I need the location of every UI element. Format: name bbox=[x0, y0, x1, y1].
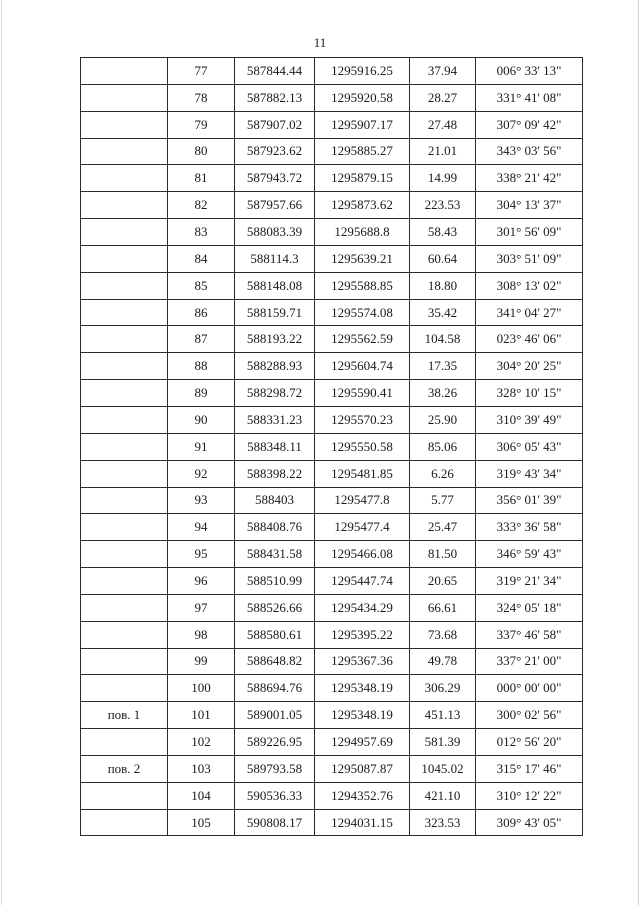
turn-label-cell: пов. 2 bbox=[81, 755, 168, 782]
table-row bbox=[81, 514, 583, 541]
length-cell: 35.42 bbox=[410, 299, 476, 326]
bearing-cell: 023° 46' 06" bbox=[476, 326, 583, 353]
length-cell: 81.50 bbox=[410, 541, 476, 568]
y-coordinate-cell: 1295434.29 bbox=[315, 594, 410, 621]
coordinates-table-body bbox=[81, 58, 583, 836]
x-coordinate-cell: 588348.11 bbox=[235, 433, 315, 460]
length-cell: 421.10 bbox=[410, 782, 476, 809]
point-number-cell: 96 bbox=[168, 568, 235, 595]
y-coordinate-cell: 1294957.69 bbox=[315, 729, 410, 756]
x-coordinate-cell: 588148.08 bbox=[235, 272, 315, 299]
turn-label-cell bbox=[81, 487, 168, 514]
x-coordinate-cell: 587923.62 bbox=[235, 138, 315, 165]
y-coordinate-cell: 1295348.19 bbox=[315, 702, 410, 729]
y-coordinate-cell: 1295550.58 bbox=[315, 433, 410, 460]
length-cell: 66.61 bbox=[410, 594, 476, 621]
point-number-cell: 83 bbox=[168, 219, 235, 246]
bearing-cell: 333° 36' 58" bbox=[476, 514, 583, 541]
y-coordinate-cell: 1295481.85 bbox=[315, 460, 410, 487]
length-cell: 49.78 bbox=[410, 648, 476, 675]
point-number-cell: 85 bbox=[168, 272, 235, 299]
point-number-cell: 97 bbox=[168, 594, 235, 621]
point-number-cell: 82 bbox=[168, 192, 235, 219]
table-row bbox=[81, 406, 583, 433]
length-cell: 17.35 bbox=[410, 353, 476, 380]
y-coordinate-cell: 1295562.59 bbox=[315, 326, 410, 353]
x-coordinate-cell: 588510.99 bbox=[235, 568, 315, 595]
y-coordinate-cell: 1295907.17 bbox=[315, 111, 410, 138]
x-coordinate-cell: 588298.72 bbox=[235, 380, 315, 407]
turn-label-cell bbox=[81, 460, 168, 487]
table-row bbox=[81, 433, 583, 460]
table-row bbox=[81, 326, 583, 353]
point-number-cell: 78 bbox=[168, 84, 235, 111]
length-cell: 323.53 bbox=[410, 809, 476, 836]
turn-label-cell bbox=[81, 782, 168, 809]
turn-label-cell bbox=[81, 353, 168, 380]
turn-label-cell bbox=[81, 245, 168, 272]
point-number-cell: 103 bbox=[168, 755, 235, 782]
y-coordinate-cell: 1294352.76 bbox=[315, 782, 410, 809]
bearing-cell: 012° 56' 20" bbox=[476, 729, 583, 756]
point-number-cell: 81 bbox=[168, 165, 235, 192]
point-number-cell: 87 bbox=[168, 326, 235, 353]
x-coordinate-cell: 588288.93 bbox=[235, 353, 315, 380]
turn-label-cell bbox=[81, 406, 168, 433]
turn-label-cell bbox=[81, 433, 168, 460]
table-row bbox=[81, 299, 583, 326]
point-number-cell: 89 bbox=[168, 380, 235, 407]
x-coordinate-cell: 587907.02 bbox=[235, 111, 315, 138]
y-coordinate-cell: 1295879.15 bbox=[315, 165, 410, 192]
y-coordinate-cell: 1295570.23 bbox=[315, 406, 410, 433]
x-coordinate-cell: 588403 bbox=[235, 487, 315, 514]
x-coordinate-cell: 588114.3 bbox=[235, 245, 315, 272]
turn-label-cell bbox=[81, 675, 168, 702]
point-number-cell: 90 bbox=[168, 406, 235, 433]
turn-label-cell bbox=[81, 568, 168, 595]
table-row bbox=[81, 353, 583, 380]
table-row bbox=[81, 487, 583, 514]
bearing-cell: 356° 01' 39" bbox=[476, 487, 583, 514]
x-coordinate-cell: 587882.13 bbox=[235, 84, 315, 111]
bearing-cell: 301° 56' 09" bbox=[476, 219, 583, 246]
bearing-cell: 319° 21' 34" bbox=[476, 568, 583, 595]
x-coordinate-cell: 589001.05 bbox=[235, 702, 315, 729]
bearing-cell: 304° 13' 37" bbox=[476, 192, 583, 219]
length-cell: 1045.02 bbox=[410, 755, 476, 782]
bearing-cell: 331° 41' 08" bbox=[476, 84, 583, 111]
y-coordinate-cell: 1295588.85 bbox=[315, 272, 410, 299]
turn-label-cell bbox=[81, 809, 168, 836]
table-row bbox=[81, 568, 583, 595]
point-number-cell: 91 bbox=[168, 433, 235, 460]
turn-label-cell bbox=[81, 621, 168, 648]
bearing-cell: 341° 04' 27" bbox=[476, 299, 583, 326]
x-coordinate-cell: 587957.66 bbox=[235, 192, 315, 219]
bearing-cell: 310° 12' 22" bbox=[476, 782, 583, 809]
point-number-cell: 79 bbox=[168, 111, 235, 138]
point-number-cell: 98 bbox=[168, 621, 235, 648]
turn-label-cell bbox=[81, 729, 168, 756]
table-row bbox=[81, 165, 583, 192]
length-cell: 25.47 bbox=[410, 514, 476, 541]
y-coordinate-cell: 1295348.19 bbox=[315, 675, 410, 702]
x-coordinate-cell: 588159.71 bbox=[235, 299, 315, 326]
x-coordinate-cell: 588408.76 bbox=[235, 514, 315, 541]
length-cell: 58.43 bbox=[410, 219, 476, 246]
bearing-cell: 309° 43' 05" bbox=[476, 809, 583, 836]
x-coordinate-cell: 588694.76 bbox=[235, 675, 315, 702]
point-number-cell: 102 bbox=[168, 729, 235, 756]
length-cell: 451.13 bbox=[410, 702, 476, 729]
point-number-cell: 100 bbox=[168, 675, 235, 702]
coordinates-table bbox=[80, 57, 583, 836]
length-cell: 223.53 bbox=[410, 192, 476, 219]
turn-label-cell bbox=[81, 299, 168, 326]
turn-label-cell bbox=[81, 111, 168, 138]
y-coordinate-cell: 1295916.25 bbox=[315, 58, 410, 85]
bearing-cell: 304° 20' 25" bbox=[476, 353, 583, 380]
point-number-cell: 94 bbox=[168, 514, 235, 541]
length-cell: 60.64 bbox=[410, 245, 476, 272]
turn-label-cell bbox=[81, 594, 168, 621]
bearing-cell: 300° 02' 56" bbox=[476, 702, 583, 729]
x-coordinate-cell: 588331.23 bbox=[235, 406, 315, 433]
length-cell: 5.77 bbox=[410, 487, 476, 514]
turn-label-cell bbox=[81, 219, 168, 246]
bearing-cell: 000° 00' 00" bbox=[476, 675, 583, 702]
bearing-cell: 346° 59' 43" bbox=[476, 541, 583, 568]
y-coordinate-cell: 1295873.62 bbox=[315, 192, 410, 219]
table-row bbox=[81, 138, 583, 165]
length-cell: 27.48 bbox=[410, 111, 476, 138]
length-cell: 25.90 bbox=[410, 406, 476, 433]
scan-edge-right bbox=[638, 0, 639, 905]
table-row bbox=[81, 729, 583, 756]
length-cell: 38.26 bbox=[410, 380, 476, 407]
y-coordinate-cell: 1295477.4 bbox=[315, 514, 410, 541]
table-row bbox=[81, 782, 583, 809]
bearing-cell: 307° 09' 42" bbox=[476, 111, 583, 138]
turn-label-cell bbox=[81, 58, 168, 85]
x-coordinate-cell: 587943.72 bbox=[235, 165, 315, 192]
y-coordinate-cell: 1295590.41 bbox=[315, 380, 410, 407]
x-coordinate-cell: 588648.82 bbox=[235, 648, 315, 675]
bearing-cell: 337° 46' 58" bbox=[476, 621, 583, 648]
y-coordinate-cell: 1295466.08 bbox=[315, 541, 410, 568]
y-coordinate-cell: 1295604.74 bbox=[315, 353, 410, 380]
bearing-cell: 308° 13' 02" bbox=[476, 272, 583, 299]
point-number-cell: 88 bbox=[168, 353, 235, 380]
page-number: 11 bbox=[313, 35, 327, 50]
table-row bbox=[81, 809, 583, 836]
turn-label-cell bbox=[81, 192, 168, 219]
point-number-cell: 86 bbox=[168, 299, 235, 326]
length-cell: 28.27 bbox=[410, 84, 476, 111]
turn-label-cell bbox=[81, 514, 168, 541]
y-coordinate-cell: 1295447.74 bbox=[315, 568, 410, 595]
bearing-cell: 006° 33' 13" bbox=[476, 58, 583, 85]
table-row bbox=[81, 648, 583, 675]
table-row bbox=[81, 84, 583, 111]
table-row bbox=[81, 219, 583, 246]
y-coordinate-cell: 1295920.58 bbox=[315, 84, 410, 111]
point-number-cell: 92 bbox=[168, 460, 235, 487]
bearing-cell: 319° 43' 34" bbox=[476, 460, 583, 487]
x-coordinate-cell: 588580.61 bbox=[235, 621, 315, 648]
x-coordinate-cell: 588083.39 bbox=[235, 219, 315, 246]
turn-label-cell bbox=[81, 326, 168, 353]
turn-label-cell bbox=[81, 648, 168, 675]
length-cell: 85.06 bbox=[410, 433, 476, 460]
turn-label-cell bbox=[81, 541, 168, 568]
point-number-cell: 77 bbox=[168, 58, 235, 85]
y-coordinate-cell: 1295087.87 bbox=[315, 755, 410, 782]
x-coordinate-cell: 590536.33 bbox=[235, 782, 315, 809]
turn-label-cell bbox=[81, 138, 168, 165]
bearing-cell: 328° 10' 15" bbox=[476, 380, 583, 407]
scan-edge-left bbox=[1, 0, 2, 905]
length-cell: 306.29 bbox=[410, 675, 476, 702]
length-cell: 21.01 bbox=[410, 138, 476, 165]
bearing-cell: 324° 05' 18" bbox=[476, 594, 583, 621]
bearing-cell: 303° 51' 09" bbox=[476, 245, 583, 272]
bearing-cell: 337° 21' 00" bbox=[476, 648, 583, 675]
x-coordinate-cell: 589793.58 bbox=[235, 755, 315, 782]
turn-label-cell: пов. 1 bbox=[81, 702, 168, 729]
point-number-cell: 99 bbox=[168, 648, 235, 675]
table-row bbox=[81, 541, 583, 568]
x-coordinate-cell: 588398.22 bbox=[235, 460, 315, 487]
point-number-cell: 84 bbox=[168, 245, 235, 272]
point-number-cell: 93 bbox=[168, 487, 235, 514]
table-row bbox=[81, 675, 583, 702]
bearing-cell: 315° 17' 46" bbox=[476, 755, 583, 782]
y-coordinate-cell: 1295639.21 bbox=[315, 245, 410, 272]
x-coordinate-cell: 588526.66 bbox=[235, 594, 315, 621]
point-number-cell: 105 bbox=[168, 809, 235, 836]
y-coordinate-cell: 1294031.15 bbox=[315, 809, 410, 836]
y-coordinate-cell: 1295885.27 bbox=[315, 138, 410, 165]
y-coordinate-cell: 1295477.8 bbox=[315, 487, 410, 514]
bearing-cell: 338° 21' 42" bbox=[476, 165, 583, 192]
length-cell: 14.99 bbox=[410, 165, 476, 192]
length-cell: 18.80 bbox=[410, 272, 476, 299]
table-row bbox=[81, 192, 583, 219]
length-cell: 6.26 bbox=[410, 460, 476, 487]
y-coordinate-cell: 1295688.8 bbox=[315, 219, 410, 246]
table-row bbox=[81, 702, 583, 729]
turn-label-cell bbox=[81, 84, 168, 111]
x-coordinate-cell: 587844.44 bbox=[235, 58, 315, 85]
x-coordinate-cell: 589226.95 bbox=[235, 729, 315, 756]
y-coordinate-cell: 1295395.22 bbox=[315, 621, 410, 648]
bearing-cell: 343° 03' 56" bbox=[476, 138, 583, 165]
length-cell: 73.68 bbox=[410, 621, 476, 648]
y-coordinate-cell: 1295367.36 bbox=[315, 648, 410, 675]
table-row bbox=[81, 111, 583, 138]
y-coordinate-cell: 1295574.08 bbox=[315, 299, 410, 326]
x-coordinate-cell: 588193.22 bbox=[235, 326, 315, 353]
bearing-cell: 306° 05' 43" bbox=[476, 433, 583, 460]
table-row bbox=[81, 245, 583, 272]
turn-label-cell bbox=[81, 380, 168, 407]
point-number-cell: 80 bbox=[168, 138, 235, 165]
length-cell: 20.65 bbox=[410, 568, 476, 595]
point-number-cell: 95 bbox=[168, 541, 235, 568]
x-coordinate-cell: 590808.17 bbox=[235, 809, 315, 836]
length-cell: 581.39 bbox=[410, 729, 476, 756]
table-row bbox=[81, 621, 583, 648]
turn-label-cell bbox=[81, 165, 168, 192]
x-coordinate-cell: 588431.58 bbox=[235, 541, 315, 568]
table-row bbox=[81, 594, 583, 621]
point-number-cell: 104 bbox=[168, 782, 235, 809]
table-row bbox=[81, 58, 583, 85]
table-row bbox=[81, 460, 583, 487]
length-cell: 37.94 bbox=[410, 58, 476, 85]
turn-label-cell bbox=[81, 272, 168, 299]
table-row bbox=[81, 272, 583, 299]
table-row bbox=[81, 380, 583, 407]
bearing-cell: 310° 39' 49" bbox=[476, 406, 583, 433]
point-number-cell: 101 bbox=[168, 702, 235, 729]
table-row bbox=[81, 755, 583, 782]
length-cell: 104.58 bbox=[410, 326, 476, 353]
